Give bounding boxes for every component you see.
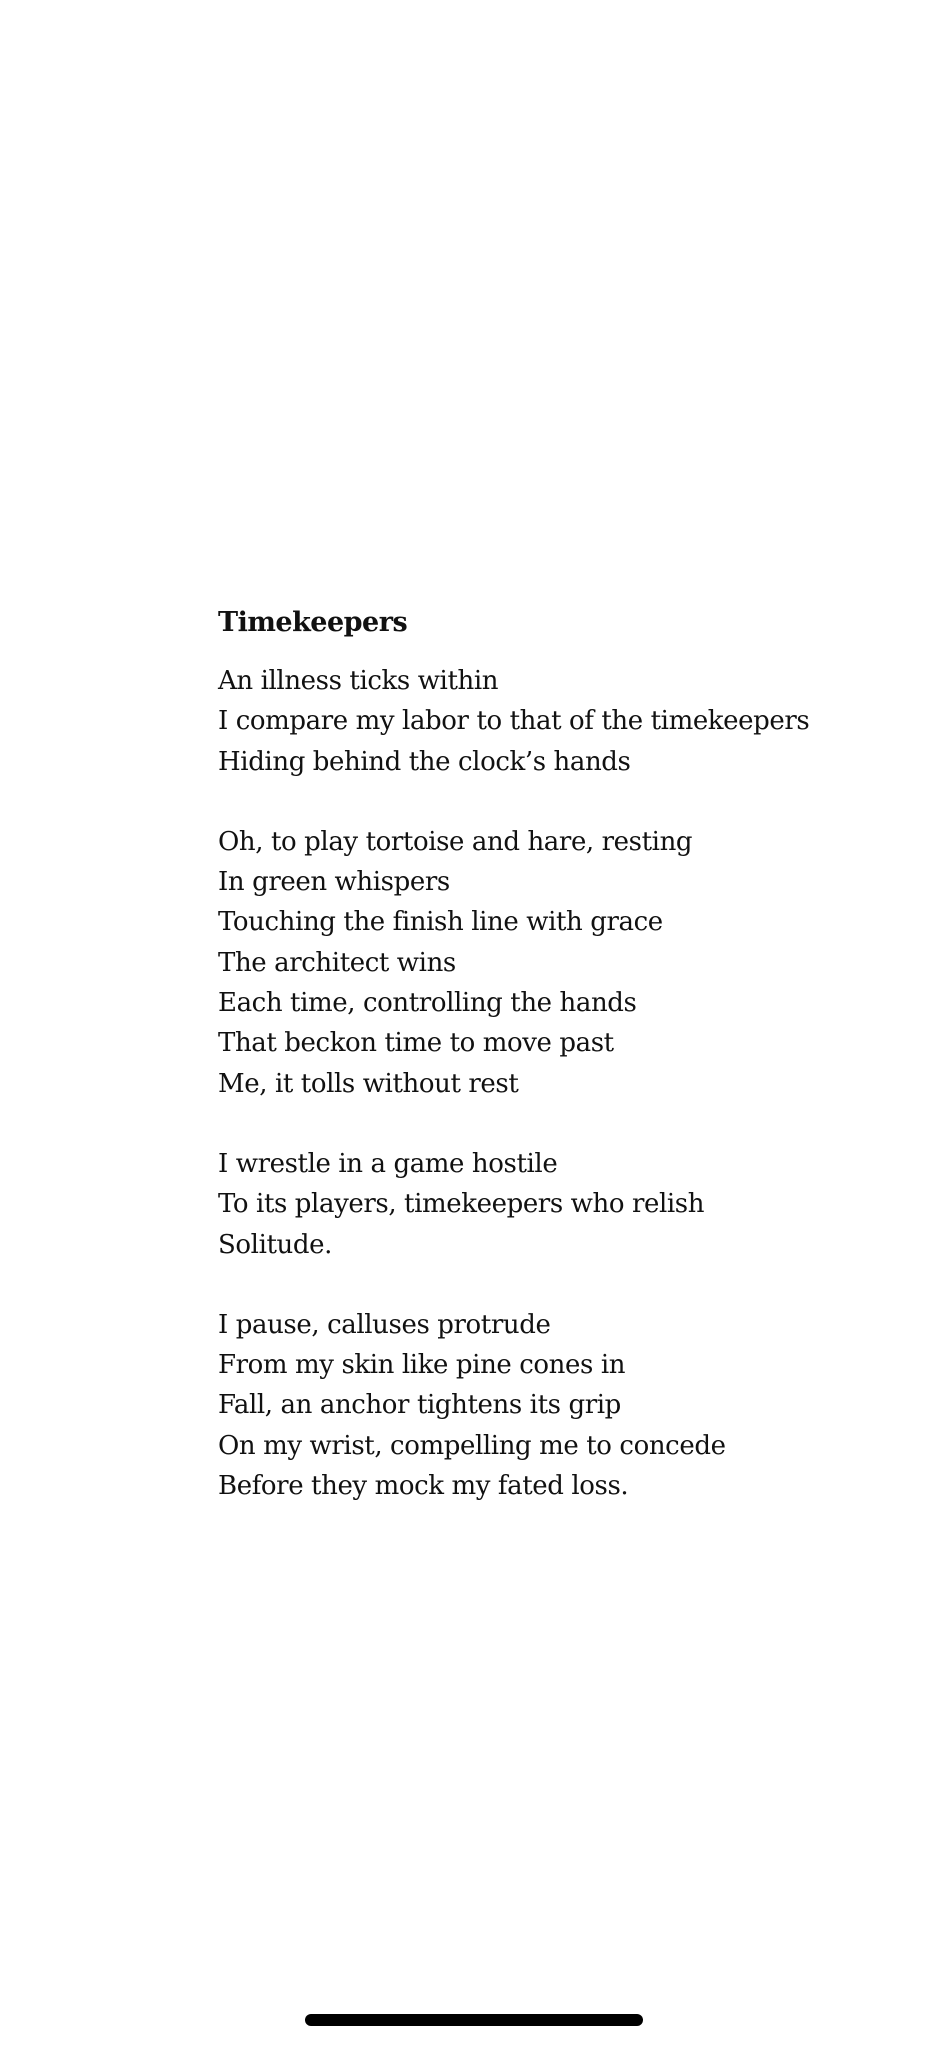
poem-line: I wrestle in a game hostile (218, 1148, 558, 1179)
poem-line: Oh, to play tortoise and hare, resting (218, 826, 693, 857)
poem-line: Touching the finish line with grace (218, 907, 663, 938)
stanza-3 (218, 1144, 918, 1265)
poem-line: Hiding behind the clock’s hands (218, 746, 631, 777)
stanza-4 (218, 1305, 918, 1506)
poem-line: In green whispers (218, 867, 450, 898)
poem (218, 603, 918, 1546)
poem-line: Me, it tolls without rest (218, 1068, 519, 1099)
poem-line: On my wrist, compelling me to concede (218, 1430, 726, 1461)
stanza-2 (218, 822, 918, 1104)
poem-line: I compare my labor to that of the timekeepers (218, 706, 810, 737)
poem-line: To its players, timekeepers who relish (218, 1189, 705, 1220)
poem-line: An illness ticks within (218, 666, 499, 696)
poem-line: From my skin like pine cones in (218, 1350, 626, 1381)
poem-line: Before they mock my fated loss. (218, 1471, 629, 1502)
poem-title: Timekeepers (218, 607, 408, 638)
poem-line: Fall, an anchor tightens its grip (218, 1390, 621, 1421)
poem-line: Each time, controlling the hands (218, 988, 637, 1019)
poem-line: Solitude. (218, 1229, 332, 1260)
poem-line: That beckon time to move past (218, 1028, 614, 1059)
stanza-1 (218, 661, 918, 782)
home-indicator[interactable] (305, 2014, 643, 2026)
poem-line: The architect wins (218, 947, 456, 978)
poem-line: I pause, calluses protrude (218, 1309, 551, 1340)
